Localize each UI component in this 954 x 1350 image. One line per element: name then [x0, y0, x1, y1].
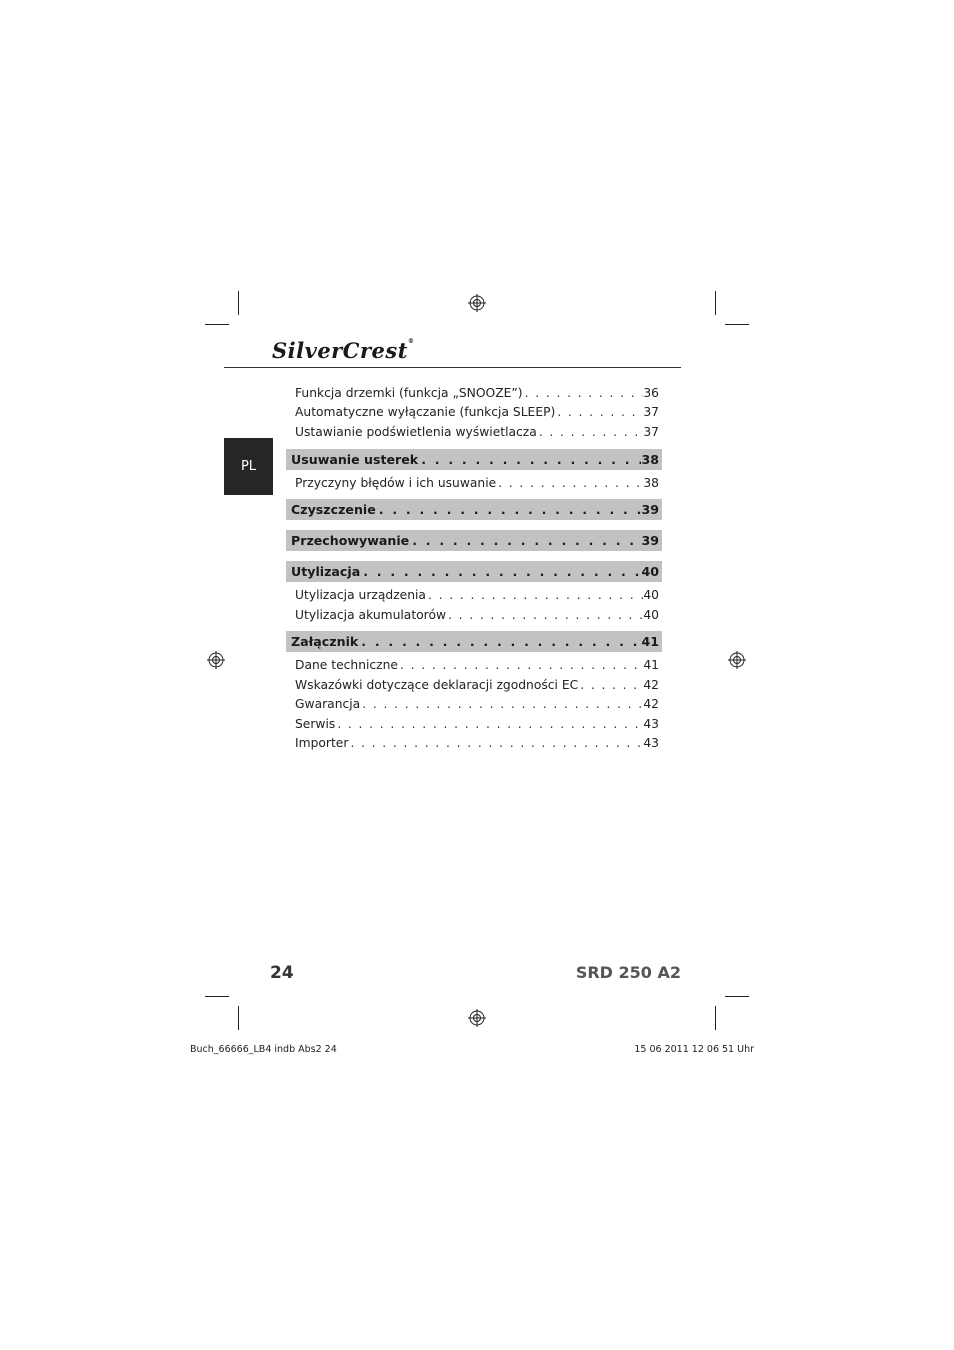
registration-mark-icon	[207, 651, 225, 669]
toc-leader-dots	[578, 677, 643, 693]
toc-entry	[286, 673, 662, 693]
brand-logo	[272, 338, 414, 363]
toc-leader-dots	[555, 404, 643, 420]
toc-title: Utylizacja	[291, 564, 361, 579]
registration-mark-icon	[728, 651, 746, 669]
toc-title: Utylizacja akumulatorów	[295, 608, 447, 622]
print-slug-file: Buch_66666_LB4 indb Abs2 24	[190, 1044, 337, 1055]
toc-entry	[286, 400, 662, 420]
toc-leader-dots	[348, 735, 643, 751]
brand-trademark: ®	[407, 338, 415, 345]
toc-section	[286, 631, 662, 652]
toc-page-number: 39	[641, 533, 659, 548]
toc-entry	[286, 471, 662, 491]
print-slug-date: 15 06 2011 12 06 51 Uhr	[634, 1044, 754, 1055]
toc-entry	[286, 420, 662, 440]
toc-page-number: 37	[643, 425, 659, 439]
registration-mark-icon	[468, 1009, 486, 1027]
toc-page-number: 37	[643, 405, 659, 419]
toc-title: Przyczyny błędów i ich usuwanie	[295, 476, 497, 490]
toc-entry	[286, 381, 662, 401]
toc-leader-dots	[537, 424, 644, 440]
header-rule	[224, 367, 681, 368]
language-tab	[224, 438, 273, 495]
toc-entry	[286, 731, 662, 751]
toc-title: Przechowywanie	[291, 533, 410, 548]
model-number: SRD 250 A2	[575, 963, 681, 982]
language-tab-label: PL	[240, 459, 257, 474]
page-number: 24	[270, 963, 294, 983]
toc-title: Wskazówki dotyczące deklaracji zgodności EC	[295, 678, 579, 692]
toc-section	[286, 449, 662, 470]
crop-mark	[725, 324, 749, 325]
toc-page-number: 36	[643, 386, 659, 400]
toc-entry	[286, 692, 662, 712]
toc-title: Funkcja drzemki (funkcja „SNOOZE”)	[295, 386, 523, 400]
toc-leader-dots	[358, 634, 641, 649]
crop-mark	[725, 996, 749, 997]
toc-title: Gwarancja	[295, 697, 361, 711]
toc-leader-dots	[360, 564, 641, 579]
toc-leader-dots	[360, 696, 643, 712]
toc-entry	[286, 712, 662, 732]
toc-page-number: 41	[641, 634, 659, 649]
toc-page-number: 39	[641, 502, 659, 517]
toc-leader-dots	[409, 533, 641, 548]
toc-title: Ustawianie podświetlenia wyświetlacza	[295, 425, 537, 439]
toc-page-number: 43	[643, 736, 659, 750]
toc-page-number: 40	[643, 608, 659, 622]
toc-leader-dots	[426, 587, 643, 603]
toc-section	[286, 499, 662, 520]
brand-name: SilverCrest	[272, 338, 408, 363]
toc-title: Załącznik	[291, 634, 359, 649]
toc-page-number: 38	[643, 476, 659, 490]
toc-page-number: 38	[641, 452, 659, 467]
toc-title: Importer	[295, 736, 349, 750]
toc-title: Serwis	[295, 717, 336, 731]
toc-entry	[286, 583, 662, 603]
toc-section	[286, 530, 662, 551]
toc-title: Automatyczne wyłączanie (funkcja SLEEP)	[295, 405, 556, 419]
crop-mark	[205, 324, 229, 325]
toc-entry	[286, 653, 662, 673]
toc-leader-dots	[446, 607, 643, 623]
toc-leader-dots	[418, 452, 641, 467]
toc-title: Dane techniczne	[295, 658, 398, 672]
toc-entry	[286, 603, 662, 623]
crop-mark	[715, 291, 716, 315]
toc-section	[286, 561, 662, 582]
crop-mark	[205, 996, 229, 997]
toc-page-number: 40	[643, 588, 659, 602]
toc-title: Usuwanie usterek	[291, 452, 419, 467]
toc-page-number: 41	[643, 658, 659, 672]
toc-leader-dots	[523, 385, 644, 401]
registration-mark-icon	[468, 294, 486, 312]
crop-mark	[238, 291, 239, 315]
toc-page-number: 43	[643, 717, 659, 731]
toc-title: Utylizacja urządzenia	[295, 588, 426, 602]
toc-leader-dots	[335, 716, 643, 732]
toc-leader-dots	[376, 502, 642, 517]
toc-page-number: 42	[643, 697, 659, 711]
toc-page-number: 42	[643, 678, 659, 692]
crop-mark	[238, 1006, 239, 1030]
toc-leader-dots	[496, 475, 643, 491]
crop-mark	[715, 1006, 716, 1030]
toc-title: Czyszczenie	[291, 502, 376, 517]
toc-page-number: 40	[641, 564, 659, 579]
toc-leader-dots	[398, 657, 643, 673]
